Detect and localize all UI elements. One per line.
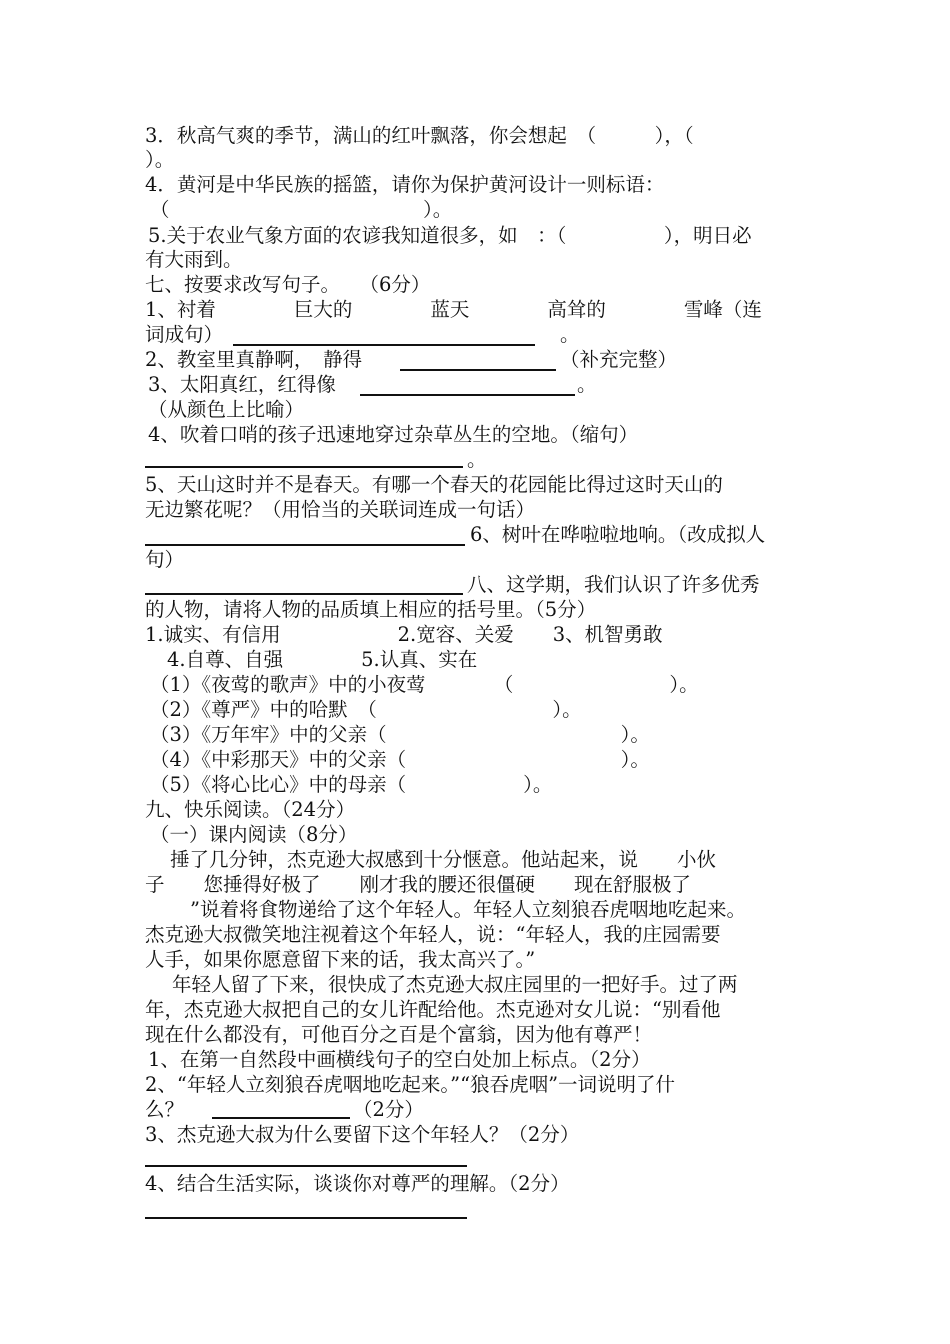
answer-blank[interactable] xyxy=(145,1165,467,1167)
text-line: 5、天山这时并不是春天。有哪一个春天的花园能比得过这时天山的 xyxy=(145,473,723,496)
answer-blank[interactable] xyxy=(145,544,465,546)
text-line: 。 xyxy=(577,373,597,396)
option-list: 4.自尊、自强 5.认真、实在 xyxy=(167,648,478,671)
answer-blank[interactable] xyxy=(212,1117,350,1119)
passage-line: 现在什么都没有，可他百分之百是个富翁，因为他有尊严！ xyxy=(145,1023,653,1046)
answer-blank[interactable] xyxy=(145,593,463,595)
match-item: （5）《将心比心》中的母亲（ ）。 xyxy=(150,773,553,796)
subsection-heading: （一）课内阅读（8分） xyxy=(150,823,358,846)
answer-blank[interactable] xyxy=(360,394,575,396)
match-item: （4）《中彩那天》中的父亲（ ）。 xyxy=(150,748,650,771)
text-line: 2、教室里真静啊， 静得 xyxy=(145,348,363,371)
question-line: 1、在第一自然段中画横线句子的空白处加上标点。（2分） xyxy=(148,1048,651,1071)
question-line: （2分） xyxy=(353,1098,424,1121)
text-line: （从颜色上比喻） xyxy=(148,398,305,421)
answer-blank[interactable] xyxy=(400,369,556,371)
passage-line: 年轻人留了下来，很快成了杰克逊大叔庄园里的一把好手。过了两 xyxy=(172,973,738,996)
passage-line: 捶了几分钟，杰克逊大叔感到十分惬意。他站起来，说 小伙 xyxy=(170,848,717,871)
text-line: 3、太阳真红，红得像 xyxy=(148,373,336,396)
text-line: 有大雨到。 xyxy=(145,248,243,271)
section-heading: 八、这学期，我们认识了许多优秀 xyxy=(467,573,760,596)
text-line: 6、树叶在哗啦啦地响。（改成拟人 xyxy=(470,523,766,546)
answer-blank[interactable] xyxy=(145,1217,467,1219)
text-line: 。 xyxy=(560,323,580,346)
section-heading: 九、快乐阅读。（24分） xyxy=(145,798,356,821)
section-heading: 七、按要求改写句子。 （6分） xyxy=(145,273,431,296)
question-line: 3、杰克逊大叔为什么要留下这个年轻人？（2分） xyxy=(145,1123,580,1146)
answer-blank[interactable] xyxy=(145,466,463,468)
text-line: 词成句） xyxy=(145,323,224,346)
question-line: 4、结合生活实际，谈谈你对尊严的理解。（2分） xyxy=(145,1172,570,1195)
match-item: （1）《夜莺的歌声》中的小夜莺 （ ）。 xyxy=(150,673,699,696)
text-line: 。 xyxy=(467,448,487,471)
question-line: 2、“年轻人立刻狼吞虎咽地吃起来。”“狼吞虎咽”一词说明了什 xyxy=(145,1073,676,1096)
passage-line: 人手，如果你愿意留下来的话，我太高兴了。” xyxy=(145,948,536,971)
passage-line: ”说着将食物递给了这个年轻人。年轻人立刻狼吞虎咽地吃起来。 xyxy=(190,898,746,921)
option-list: 1.诚实、有信用 2.宽容、关爱 3、机智勇敢 xyxy=(145,623,663,646)
answer-blank[interactable] xyxy=(233,344,535,346)
text-line: 4．黄河是中华民族的摇篮，请你为保护黄河设计一则标语： xyxy=(145,173,665,196)
text-line: ）。 xyxy=(145,148,175,171)
passage-line: 杰克逊大叔微笑地注视着这个年轻人，说：“年轻人，我的庄园需要 xyxy=(145,923,721,946)
text-line: 1、衬着 巨大的 蓝天 高耸的 雪峰（连 xyxy=(145,298,762,321)
text-line: （ ）。 xyxy=(150,198,453,221)
text-line: 无边繁花呢？（用恰当的关联词连成一句话） xyxy=(145,498,536,521)
passage-line: 年，杰克逊大叔把自己的女儿许配给他。杰克逊对女儿说：“别看他 xyxy=(145,998,721,1021)
text-line: 5.关于农业气象方面的农谚我知道很多，如 ：（ ），明日必 xyxy=(148,224,752,247)
text-line: 4、吹着口哨的孩子迅速地穿过杂草丛生的空地。（缩句） xyxy=(148,423,639,446)
text-line: 句） xyxy=(145,548,185,571)
text-line: 的人物，请将人物的品质填上相应的括号里。（5分） xyxy=(145,598,597,621)
passage-line: 子 您捶得好极了 刚才我的腰还很僵硬 现在舒服极了 xyxy=(145,873,692,896)
match-item: （2）《尊严》中的哈默 （ ）。 xyxy=(150,698,582,721)
match-item: （3）《万年牢》中的父亲（ ）。 xyxy=(150,723,650,746)
question-line: 么？ xyxy=(145,1098,185,1121)
text-line: 3．秋高气爽的季节，满山的红叶飘落，你会想起 （ ），（ xyxy=(145,124,694,147)
text-line: （补充完整） xyxy=(560,348,678,371)
